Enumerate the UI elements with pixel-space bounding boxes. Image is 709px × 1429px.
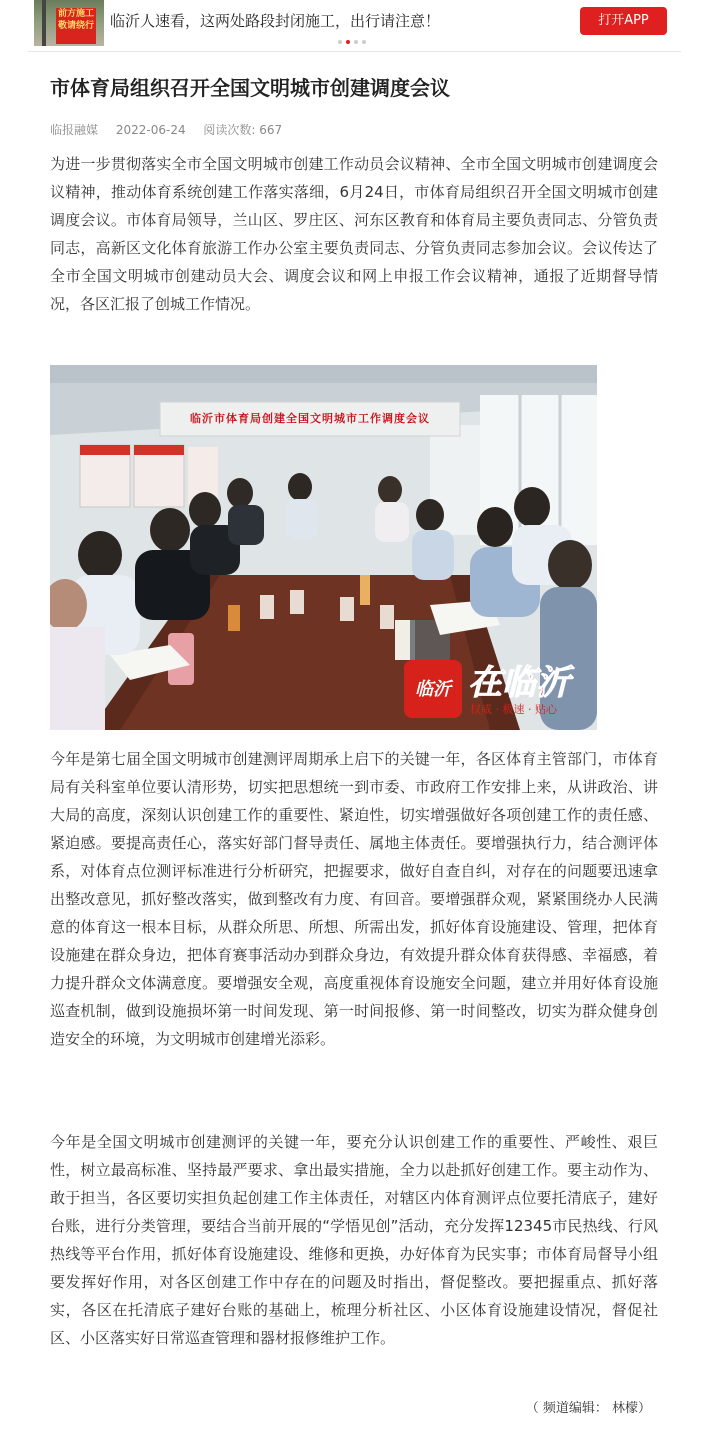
meeting-photo[interactable] — [50, 365, 597, 730]
article-meta — [50, 121, 296, 138]
watermark-brand: 在临沂 — [468, 663, 570, 703]
carousel-dot-active[interactable] — [346, 40, 350, 44]
article-paragraph-3: 今年是全国文明城市创建测评的关键一年，要充分认识创建工作的重要性、严峻性、艰巨性，树立最高标准、坚持最严要求、拿出最实措施，全力以赴抓好创建工作。要主动作为、敢于担当，各区要切实担负起创建工作主体责任，对辖区内体育测评点位要托清底子，建好台账，进行分类管理，要结合当前开展的“学悟见创”活动，充分发挥12345市民热线、行风热线等平台作用，抓好体育设施建设、维修和更换，办好体育为民实事；市体育局督导小组要发挥好作用，对各区创建工作中存在的问题及时指出，督促整改。要把握重点、抓好落实，各区在托清底子建好台账的基础上，梳理分析社区、小区体育设施建设情况，督促社区、小区落实好日常巡查管理和器材报修维护工作。 — [50, 1133, 658, 1347]
meeting-banner-text: 临沂市体育局创建全国文明城市工作调度会议 — [190, 412, 430, 425]
article-paragraph-2: 今年是第七届全国文明城市创建测评周期承上启下的关键一年，各区体育主管部门，市体育局有关科室单位要认清形势，切实把思想统一到市委、市政府工作安排上来，从讲政治、讲大局的高度，深刻认识创建工作的重要性、紧迫性，切实增强做好各项创建工作的责任感、紧迫感。要提高责任心，落实好部门督导责任、属地主体责任。要增强执行力，结合测评体系，对体育点位测评标准进行分析研究，把握要求，做好自查自纠，对存在的问题要迅速拿出整改意见，抓好整改落实，做到整改有力度、有回音。要增强群众观，紧紧围绕办人民满意的体育这一根本目标，从群众所思、所想、所需出发，抓好体育设施建设、管理，把体育设施建在群众身边，把体育赛事活动办到群众身边，有效提升群众体育获得感、幸福感，着力提升群众文体满意度。要增强安全观，高度重视体育设施安全问题，建立并用好体育设施巡查机制，做到设施损坏第一时间发现、第一时间报修、第一时间整改，切实为群众健身创造安全的环境，为文明城市创建增光添彩。 — [50, 750, 658, 1048]
thumbnail-construction-sign — [56, 8, 96, 44]
banner-divider — [28, 51, 681, 52]
open-app-button[interactable]: 打开APP — [580, 7, 667, 35]
carousel-indicator — [338, 40, 370, 46]
watermark-logo-text: 临沂 — [415, 679, 451, 700]
carousel-dot[interactable] — [362, 40, 366, 44]
news-thumbnail[interactable] — [34, 0, 104, 46]
watermark-slogan: 权威 · 极速 · 贴心 — [470, 703, 557, 716]
article-date: 2022-06-24 — [115, 123, 186, 137]
article-title: 市体育局组织召开全国文明城市创建调度会议 — [50, 76, 450, 100]
thumbnail-sign-line1: 前方施工 — [57, 9, 94, 19]
thumbnail-pole — [42, 0, 46, 46]
carousel-dot[interactable] — [354, 40, 358, 44]
carousel-dot[interactable] — [338, 40, 342, 44]
article-paragraph-1: 为进一步贯彻落实全市全国文明城市创建工作动员会议精神、全市全国文明城市创建调度会议精神，推动体育系统创建工作落实落细，6月24日，市体育局组织召开全国文明城市创建调度会议。市体育局领导，兰山区、罗庄区、河东区教育和体育局主要负责同志、分管负责同志，高新区文化体育旅游工作办公室主要负责同志、分管负责同志参加会议。会议传达了全市全国文明城市创建动员大会、调度会议和网上申报工作会议精神，通报了近期督导情况，各区汇报了创城工作情况。 — [50, 155, 658, 313]
article-source: 临报融媒 — [50, 123, 99, 137]
banner-headline[interactable]: 临沂人速看，这两处路段封闭施工，出行请注意！ — [110, 12, 441, 30]
channel-editor: （ 频道编辑： 林檬） — [525, 1401, 651, 1416]
article-read-count: 阅读次数: 667 — [203, 123, 283, 137]
thumbnail-sign-line2: 敬请绕行 — [57, 21, 94, 31]
app-promo-banner[interactable] — [0, 0, 709, 52]
